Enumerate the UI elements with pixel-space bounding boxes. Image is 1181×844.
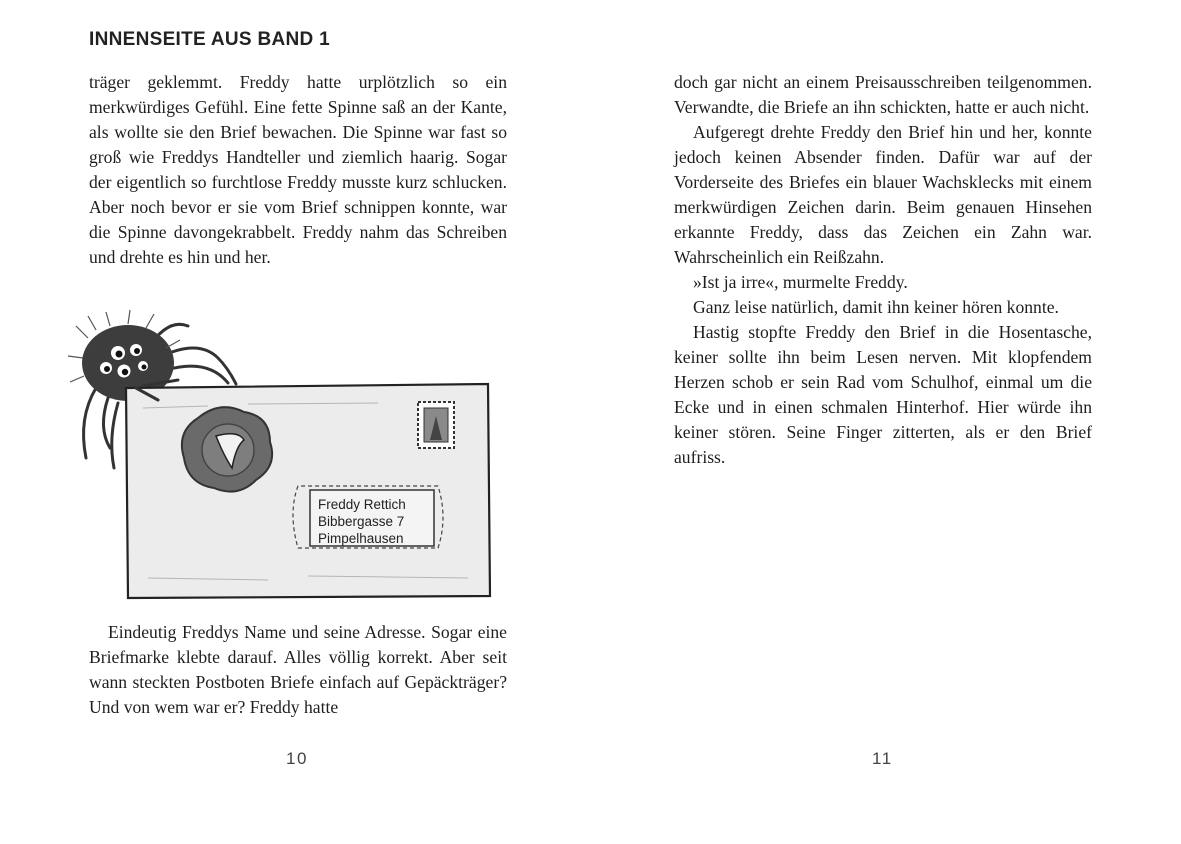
- address-label: [293, 486, 443, 548]
- paragraph: Aufgeregt drehte Freddy den Brief hin und her, konnte jedoch keinen Absender finden. Dafür war auf der Vorderseite des Briefes ein blauer Wachsklecks mit einem merkwürdigen Zeichen darin. Beim genauen Hinsehen erkannte Freddy, dass das Zeichen ein Zahn war. Wahrscheinlich ein Reißzahn.: [674, 122, 1092, 267]
- paragraph: Hastig stopfte Freddy den Brief in die Hosentasche, keiner sollte ihn beim Lesen nerven. Mit klopfendem Herzen schob er sein Rad vom Schulhof, einmal um die Ecke und in einen schmalen Hinterhof. Hier würde ihn keiner stören. Seine Finger zitterten, als er den Brief aufriss.: [674, 322, 1092, 467]
- paragraph: Ganz leise natürlich, damit ihn keiner hören konnte.: [693, 297, 1059, 317]
- right-page-text: [674, 70, 1092, 470]
- page-number-left: 10: [286, 749, 308, 768]
- paragraph: träger geklemmt. Freddy hatte urplötzlich so ein merkwürdiges Gefühl. Eine fette Spinne saß an der Kante, als wollte sie den Brief bewachen. Die Spinne war fast so groß wie Freddys Handteller und ziemlich haarig. Sogar der eigentlich so furchtlose Freddy musste kurz schlucken. Aber noch bevor er sie vom Brief schnippen konnte, war die Spinne davongekrabbelt. Freddy nahm das Schreiben und drehte es hin und her.: [89, 72, 507, 267]
- paragraph: Eindeutig Freddys Name und seine Adresse. Sogar eine Briefmarke klebte darauf. Alles völlig korrekt. Aber seit wann steckten Postboten Briefe einfach auf Gepäckträger? Und von wem war er? Freddy hatte: [89, 622, 507, 717]
- page-header: INNENSEITE AUS BAND 1: [89, 29, 331, 50]
- paragraph: doch gar nicht an einem Preisausschreiben teilgenommen. Verwandte, die Briefe an ihn schickten, hatte er auch nicht.: [674, 72, 1092, 117]
- spider-letter-illustration: [48, 308, 498, 604]
- page-number-right: 11: [872, 749, 893, 768]
- left-page-text-bottom: [89, 620, 507, 720]
- wax-seal-icon: [182, 407, 272, 491]
- address-line-street: Bibbergasse 7: [318, 514, 405, 529]
- address-line-name: Freddy Rettich: [318, 497, 406, 512]
- left-page-text-top: [89, 70, 507, 270]
- address-line-city: Pimpelhausen: [318, 531, 404, 546]
- stamp-icon: [418, 402, 454, 448]
- paragraph: »Ist ja irre«, murmelte Freddy.: [693, 272, 908, 292]
